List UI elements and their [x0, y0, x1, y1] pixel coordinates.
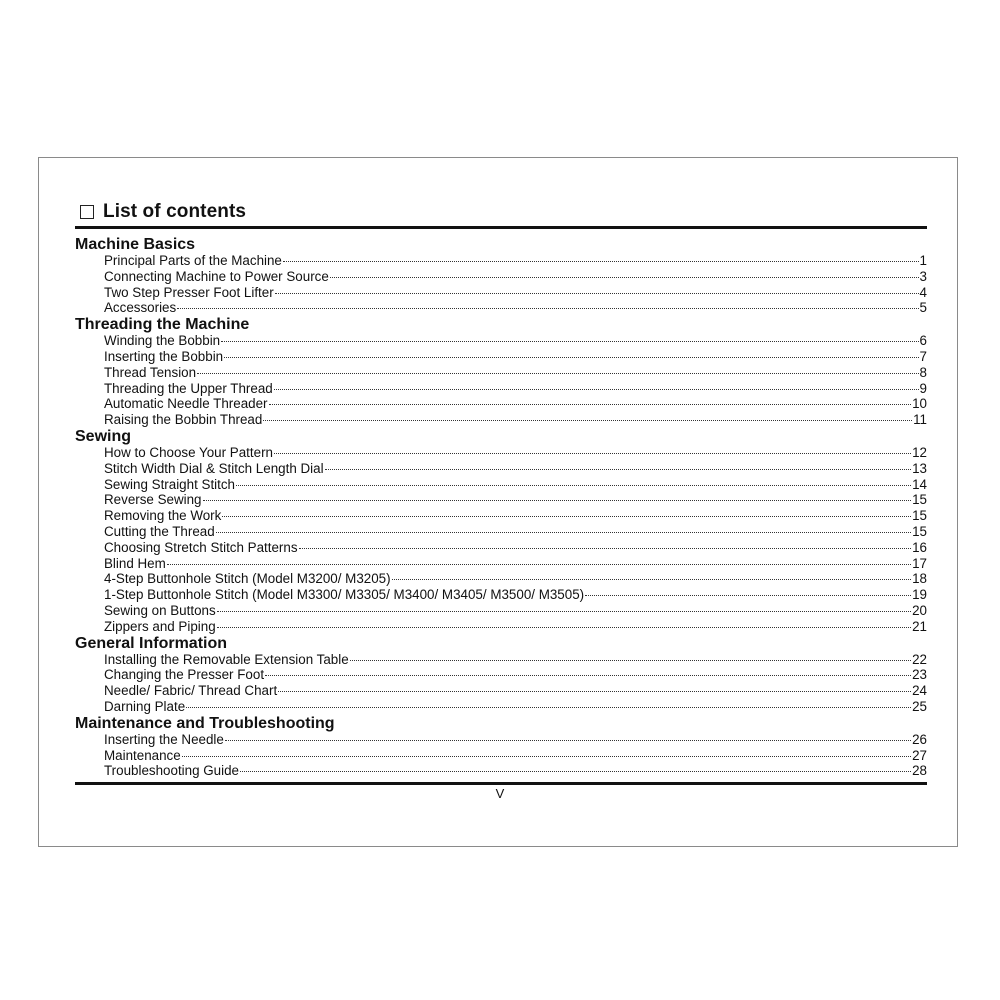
entry-page: 13	[912, 460, 927, 476]
toc-entry[interactable]	[75, 285, 927, 301]
entry-page: 1	[919, 253, 927, 268]
dot-leader	[274, 389, 919, 390]
entry-page: 9	[919, 380, 927, 396]
entry-page: 22	[912, 651, 927, 667]
dot-leader	[274, 453, 911, 454]
dot-leader	[222, 516, 911, 517]
dot-leader	[177, 308, 918, 309]
section-heading: Machine Basics	[75, 236, 196, 253]
dot-leader	[167, 564, 911, 565]
entry-page: 8	[919, 364, 927, 380]
toc-entry[interactable]	[75, 699, 927, 715]
dot-leader	[186, 707, 911, 708]
entry-page: 23	[912, 667, 927, 683]
page-title: List of contents	[103, 201, 247, 222]
toc-entry[interactable]	[75, 748, 927, 764]
entry-label: Winding the Bobbin	[104, 333, 221, 349]
dot-leader	[275, 293, 919, 294]
entry-label: Threading the Upper Thread	[104, 380, 273, 396]
entry-label: 4-Step Buttonhole Stitch (Model M3200/ M3205)	[104, 571, 391, 587]
entry-label: Needle/ Fabric/ Thread Chart	[104, 683, 278, 699]
entry-label: Principal Parts of the Machine	[104, 253, 282, 268]
section-heading: Threading the Machine	[75, 316, 250, 334]
dot-leader	[216, 532, 911, 533]
entry-label: Changing the Presser Foot	[104, 667, 265, 683]
entry-label: Sewing Straight Stitch	[104, 476, 235, 492]
entry-label: Troubleshooting Guide	[104, 763, 239, 779]
dot-leader	[299, 548, 912, 549]
section-heading: Maintenance and Troubleshooting	[75, 714, 335, 732]
toc-entry[interactable]	[75, 524, 927, 540]
dot-leader	[278, 691, 911, 692]
entry-page: 11	[913, 412, 927, 428]
entry-page: 5	[919, 300, 927, 316]
entry-label: Reverse Sewing	[104, 492, 202, 508]
entry-page: 20	[912, 602, 927, 618]
checkbox-icon	[80, 205, 94, 219]
top-rule	[75, 226, 927, 229]
entry-page: 14	[912, 476, 927, 492]
entry-label: Two Step Presser Foot Lifter	[104, 284, 274, 300]
dot-leader	[330, 277, 919, 278]
entry-page: 3	[919, 268, 927, 284]
dot-leader	[265, 675, 911, 676]
toc-entry[interactable]	[75, 396, 927, 412]
entry-page: 15	[912, 523, 927, 539]
entry-page: 25	[912, 698, 927, 714]
dot-leader	[217, 627, 911, 628]
toc-entry[interactable]	[75, 445, 927, 461]
dot-leader	[350, 660, 911, 661]
entry-label: Sewing on Buttons	[104, 602, 216, 618]
entry-page: 24	[912, 683, 927, 699]
toc-entry[interactable]	[75, 365, 927, 381]
toc-entry[interactable]	[75, 381, 927, 397]
entry-label: 1-Step Buttonhole Stitch (Model M3300/ M3305/ M3400/ M3405/ M3500/ M3505)	[104, 587, 585, 603]
title-row	[80, 200, 246, 224]
dot-leader	[197, 373, 918, 374]
dot-leader	[225, 740, 911, 741]
entry-page: 28	[912, 763, 927, 779]
entry-label: Cutting the Thread	[104, 523, 215, 539]
dot-leader	[585, 595, 911, 596]
entry-label: Thread Tension	[104, 364, 197, 380]
toc-entry[interactable]	[75, 508, 927, 524]
entry-page: 12	[912, 444, 927, 460]
page-number: V	[495, 786, 505, 801]
toc-entry[interactable]	[75, 477, 927, 493]
bottom-rule	[75, 782, 927, 785]
entry-page: 16	[912, 539, 927, 555]
entry-page: 19	[912, 587, 927, 603]
dot-leader	[392, 579, 912, 580]
toc-entry[interactable]	[75, 603, 927, 619]
toc-entry[interactable]	[75, 333, 927, 349]
toc-entry[interactable]	[75, 652, 927, 668]
toc-entry[interactable]	[75, 461, 927, 477]
entry-page: 15	[912, 492, 927, 508]
entry-label: Maintenance	[104, 747, 181, 763]
entry-page: 4	[919, 284, 927, 300]
table-of-contents	[75, 236, 927, 779]
toc-entry[interactable]	[75, 587, 927, 603]
toc-entry[interactable]	[75, 619, 927, 635]
entry-page: 21	[912, 618, 927, 634]
toc-entry[interactable]	[75, 667, 927, 683]
entry-label: Automatic Needle Threader	[104, 396, 268, 412]
toc-entry[interactable]	[75, 571, 927, 587]
entry-label: Choosing Stretch Stitch Patterns	[104, 539, 298, 555]
section-heading: General Information	[75, 634, 228, 652]
entry-page: 26	[912, 731, 927, 747]
entry-page: 15	[912, 508, 927, 524]
section-heading: Sewing	[75, 427, 132, 445]
toc-entry[interactable]	[75, 349, 927, 365]
dot-leader	[325, 469, 912, 470]
dot-leader	[240, 771, 911, 772]
toc-entry[interactable]	[75, 492, 927, 508]
toc-entry[interactable]	[75, 300, 927, 316]
entry-page: 7	[919, 348, 927, 364]
entry-label: How to Choose Your Pattern	[104, 444, 273, 460]
toc-entry[interactable]	[75, 556, 927, 572]
dot-leader	[283, 261, 919, 262]
toc-entry[interactable]	[75, 540, 927, 556]
dot-leader	[269, 404, 912, 405]
dot-leader	[217, 611, 911, 612]
entry-label: Removing the Work	[104, 508, 222, 524]
toc-entry[interactable]	[75, 683, 927, 699]
entry-page: 18	[912, 571, 927, 587]
toc-entry[interactable]	[75, 412, 927, 428]
entry-label: Blind Hem	[104, 555, 166, 571]
entry-page: 17	[912, 555, 927, 571]
entry-label: Installing the Removable Extension Table	[104, 651, 349, 667]
toc-entry[interactable]	[75, 269, 927, 285]
entry-page: 10	[912, 396, 927, 412]
dot-leader	[203, 500, 912, 501]
entry-label: Inserting the Bobbin	[104, 348, 224, 364]
entry-label: Darning Plate	[104, 698, 186, 714]
toc-entry[interactable]	[75, 253, 927, 269]
dot-leader	[236, 485, 911, 486]
entry-label: Accessories	[104, 300, 177, 316]
dot-leader	[182, 756, 911, 757]
entry-page: 6	[919, 333, 927, 349]
toc-entry[interactable]	[75, 763, 927, 779]
entry-label: Zippers and Piping	[104, 618, 216, 634]
entry-label: Connecting Machine to Power Source	[104, 268, 329, 284]
dot-leader	[224, 357, 918, 358]
dot-leader	[221, 341, 918, 342]
dot-leader	[263, 420, 912, 421]
toc-entry[interactable]	[75, 732, 927, 748]
entry-page: 27	[912, 747, 927, 763]
entry-label: Stitch Width Dial & Stitch Length Dial	[104, 460, 324, 476]
entry-label: Raising the Bobbin Thread	[104, 412, 263, 428]
entry-label: Inserting the Needle	[104, 731, 224, 747]
